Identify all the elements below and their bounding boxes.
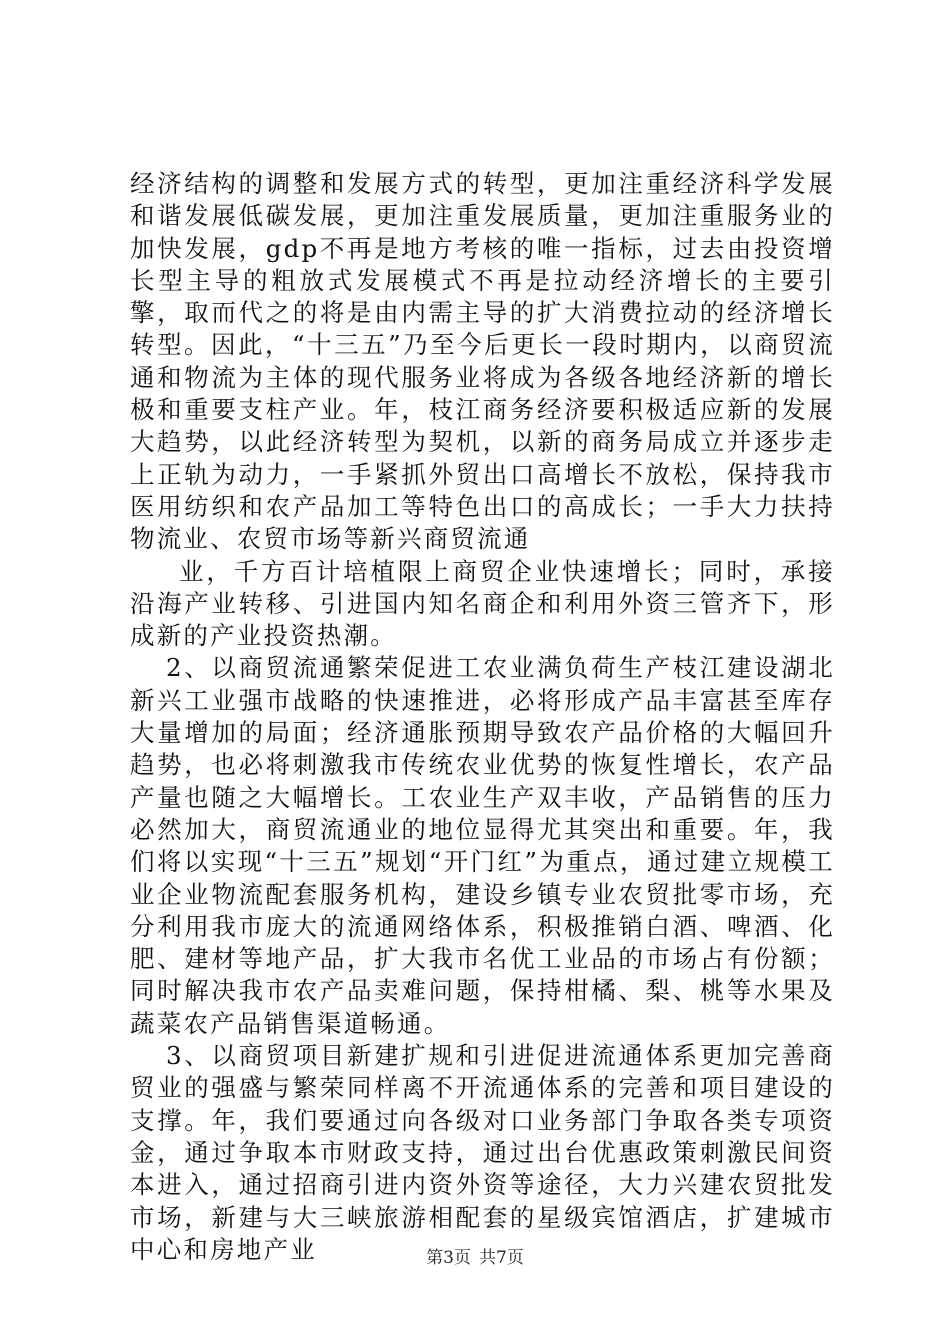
page-number: 第3页 <box>426 1248 471 1268</box>
page-total: 共7页 <box>479 1248 524 1268</box>
paragraph-economic-transition: 经济结构的调整和发展方式的转型，更加注重经济科学发展和谐发展低碳发展，更加注重发展质量，更加注重服务业的加快发展，gdp不再是地方考核的唯一指标，过去由投资增长型主导的粗放式发展模式不再是拉动经济增长的主要引擎，取而代之的将是由内需主导的扩大消费拉动的经济增长转型。因此，“十三五”乃至今后更长一段时期内，以商贸流通和物流为主体的现代服务业将成为各级各地经济新的增长极和重要支柱产业。年，枝江商务经济要积极适应新的发展大趋势，以此经济转型为契机，以新的商务局成立并逐步走上正轨为动力，一手紧抓外贸出口高增长不放松，保持我市医用纺织和农产品加工等特色出口的高成长；一手大力扶持物流业、农贸市场等新兴商贸流通 <box>130 169 835 554</box>
paragraph-industry-investment: 业，千方百计培植限上商贸企业快速增长；同时，承接沿海产业转移、引进国内知名商企和利用外资三管齐下，形成新的产业投资热潮。 <box>130 556 835 651</box>
page-footer <box>0 1243 950 1268</box>
paragraph-item-3-projects: 3、以商贸项目新建扩规和引进促进流通体系更加完善商贸业的强盛与繁荣同样离不开流通体系的完善和项目建设的支撑。年，我们要通过向各级对口业务部门争取各类专项资金，通过争取本市财政支持，通过出台优惠政策刺激民间资本进入，通过招商引进内资外资等途径，大力兴建农贸批发市场，新建与大三峡旅游相配套的星级宾馆酒店，扩建城市中心和房地产业 <box>130 1041 835 1264</box>
paragraph-item-2-circulation: 2、以商贸流通繁荣促进工农业满负荷生产枝江建设湖北新兴工业强市战略的快速推进，必将形成产品丰富甚至库存大量增加的局面；经济通胀预期导致农产品价格的大幅回升趋势，也必将刺激我市传统农业优势的恢复性增长，农产品产量也随之大幅增长。工农业生产双丰收，产品销售的压力必然加大，商贸流通业的地位显得尤其突出和重要。年，我们将以实现“十三五”规划“开门红”为重点，通过建立规模工业企业物流配套服务机构，建设乡镇专业农贸批零市场，充分利用我市庞大的流通网络体系，积极推销白酒、啤酒、化肥、建材等地产品，扩大我市名优工业品的市场占有份额；同时解决我市农产品卖难问题，保持柑橘、梨、桃等水果及蔬菜农产品销售渠道畅通。 <box>130 653 835 1038</box>
document-body <box>130 168 835 1266</box>
